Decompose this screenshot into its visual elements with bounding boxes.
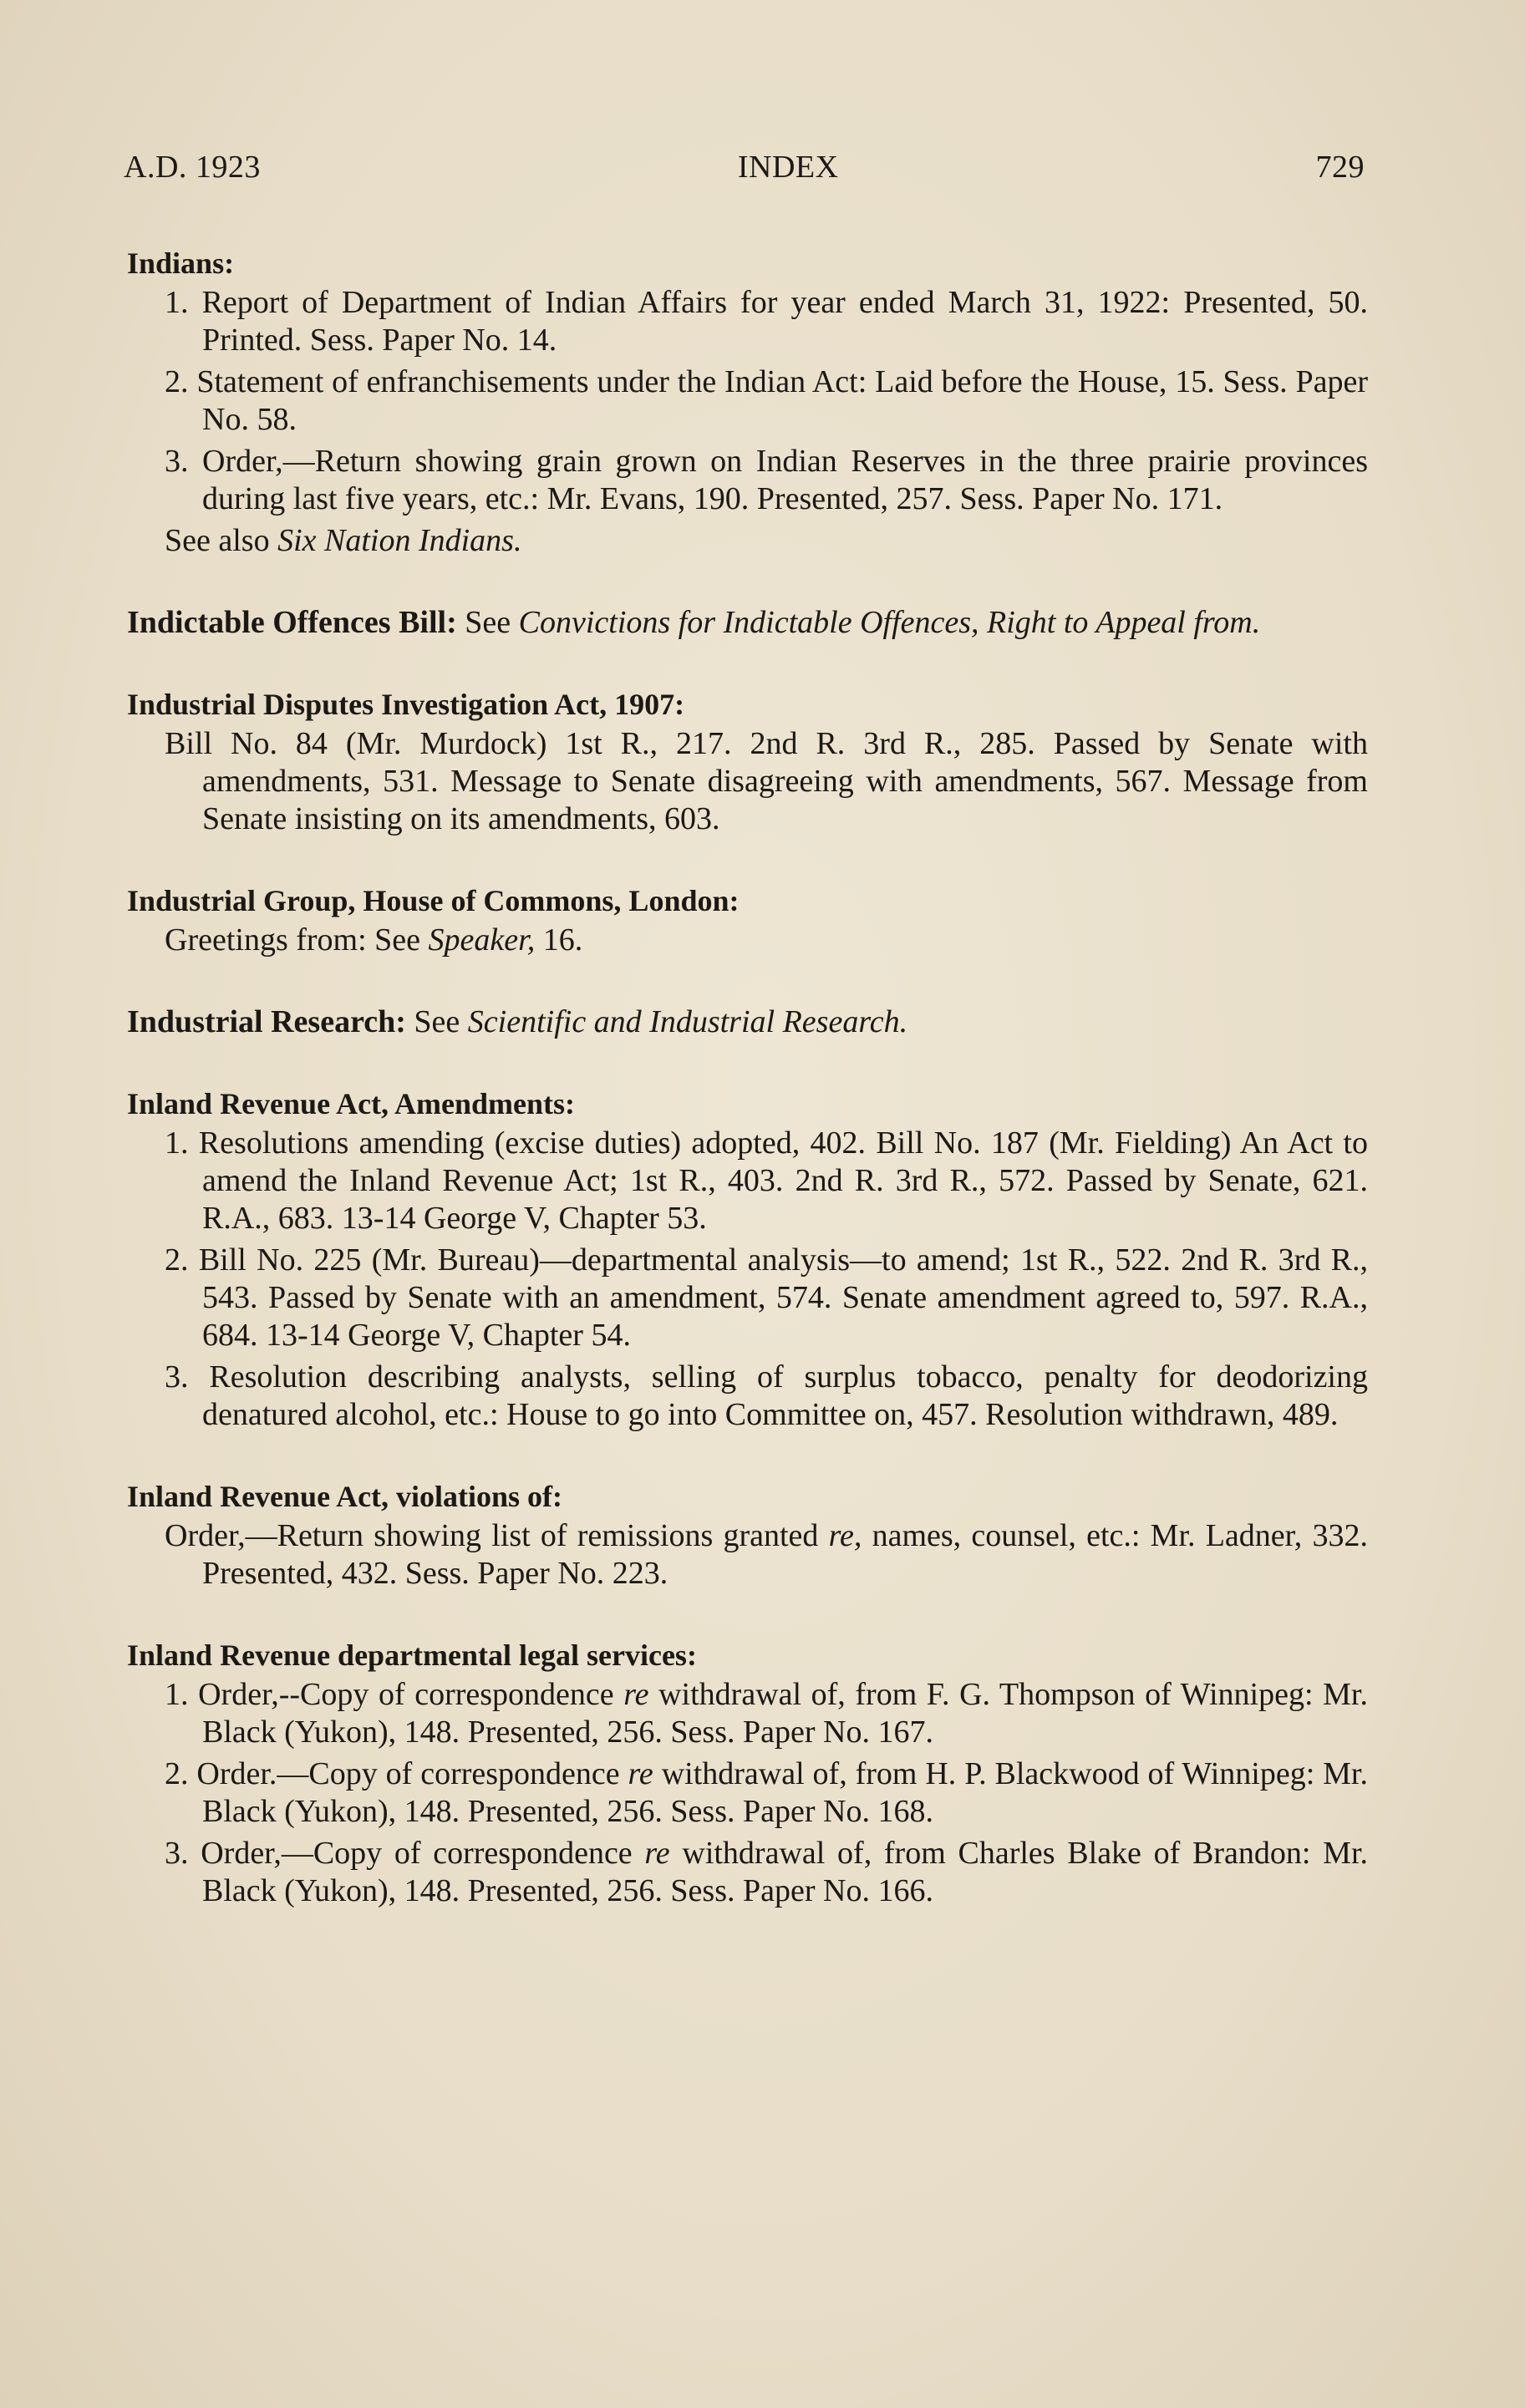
cross-reference: Scientific and Industrial Research. [467,1004,908,1039]
entry-item: 2. Bill No. 225 (Mr. Bureau)—departmental analysis—to amend; 1st R., 522. 2nd R. 3rd R., 543. Passed by Senate with an amendment, 574. Senate amendment agreed to, 597. R.A., 684. 13-14 George V, Chapter 54. [165,1242,1368,1353]
entry-item [127,1835,1368,1910]
page-number: 729 [1315,150,1365,185]
index-entry-inland-revenue-amendments [127,1085,1368,1434]
entry-text: Bill No. 84 (Mr. Murdock) 1st R., 217. 2nd R. 3rd R., 285. Passed by Senate with amendments, 531. Message to Senate disagreeing with amendments, 567. Message from Senate insisting on its amendments, 603. [165,726,1368,836]
entry-text-prefix: Order,—Return showing list of remissions granted [165,1518,829,1553]
entry-item [127,1676,1368,1751]
entry-item-prefix: 1. Order,--Copy of correspondence [165,1677,624,1712]
cross-reference: Speaker, [428,922,536,958]
header-year: A.D. 1923 [124,150,261,185]
index-entry-industrial-group [127,881,1368,959]
entry-item-suffix: withdrawal of, from F. G. Thompson of Winnipeg: Mr. Black (Yukon), 148. Presented, 256. Sess. Paper No. 167. [202,1677,1368,1750]
index-entry-industrial-research [127,1003,1368,1041]
entry-item: 1. Resolutions amending (excise duties) adopted, 402. Bill No. 187 (Mr. Fielding) An Act to amend the Inland Revenue Act; 1st R., 403. 2nd R. 3rd R., 572. Passed by Senate, 621. R.A., 683. 13-14 George V, Chapter 53. [165,1125,1368,1236]
entry-text [127,922,1368,959]
entry-item: 3. Order,—Return showing grain grown on Indian Reserves in the three prairie provinces during last five years, etc.: Mr. Evans, 190. Presented, 257. Sess. Paper No. 171. [165,444,1368,516]
entry-text-suffix: names, counsel, etc.: Mr. Ladner, 332. Presented, 432. Sess. Paper No. 223. [202,1518,1368,1591]
index-entry-inland-revenue-legal-services [127,1636,1368,1910]
entry-heading: Inland Revenue Act, violations of: [127,1480,563,1513]
running-head [124,149,1365,185]
entry-item: 3. Resolution describing analysts, selling of surplus tobacco, penalty for deodorizing denatured alcohol, etc.: House to go into Committee on, 457. Resolution withdrawn, 489. [165,1359,1368,1432]
index-entry-inland-revenue-violations [127,1477,1368,1593]
entry-item [127,1755,1368,1831]
entry-heading: Industrial Group, House of Commons, London: [127,884,740,917]
entry-item-suffix: withdrawal of, from H. P. Blackwood of Winnipeg: Mr. Black (Yukon), 148. Presented, 256. Sess. Paper No. 168. [202,1756,1368,1829]
entry-heading: Industrial Disputes Investigation Act, 1907: [127,688,685,721]
latin-re: re [644,1836,670,1871]
header-title: INDEX [737,150,839,185]
index-entry-indians [127,244,1368,560]
cross-reference: Convictions for Indictable Offences, Right to Appeal from. [518,605,1261,640]
entry-text-prefix: Greetings from: See [165,922,429,958]
entry-text [127,1517,1368,1593]
entry-heading-with-reference [127,603,1368,642]
index-content [127,244,1368,1953]
entry-heading: Indians: [127,246,235,280]
entry-heading-with-reference [127,1003,1368,1041]
see-label: See [405,1004,468,1039]
entry-item-prefix: 3. Order,—Copy of correspondence [165,1836,645,1871]
index-entry-indictable-offences [127,603,1368,642]
latin-re: re, [828,1518,862,1553]
latin-re: re [623,1677,649,1712]
see-label: See [465,605,519,640]
entry-item: 2. Statement of enfranchisements under the Indian Act: Laid before the House, 15. Sess. Paper No. 58. [165,364,1368,437]
see-also-label: See also [165,523,278,558]
latin-re: re [628,1756,653,1791]
entry-heading: Inland Revenue departmental legal services: [127,1638,697,1672]
entry-item: 1. Report of Department of Indian Affairs for year ended March 31, 1922: Presented, 50. Printed. Sess. Paper No. 14. [165,285,1368,358]
entry-text-suffix: 16. [535,922,583,958]
index-entry-industrial-disputes [127,685,1368,838]
entry-item-suffix: withdrawal of, from Charles Blake of Brandon: Mr. Black (Yukon), 148. Presented, 256. Sess. Paper No. 166. [202,1836,1368,1908]
entry-heading: Indictable Offences Bill: [127,605,457,640]
entry-heading: Inland Revenue Act, Amendments: [127,1087,576,1120]
entry-item-prefix: 2. Order.—Copy of correspondence [165,1756,628,1791]
see-also-reference [127,522,1368,560]
entry-heading: Industrial Research: [127,1004,406,1039]
cross-reference: Six Nation Indians. [277,523,522,558]
